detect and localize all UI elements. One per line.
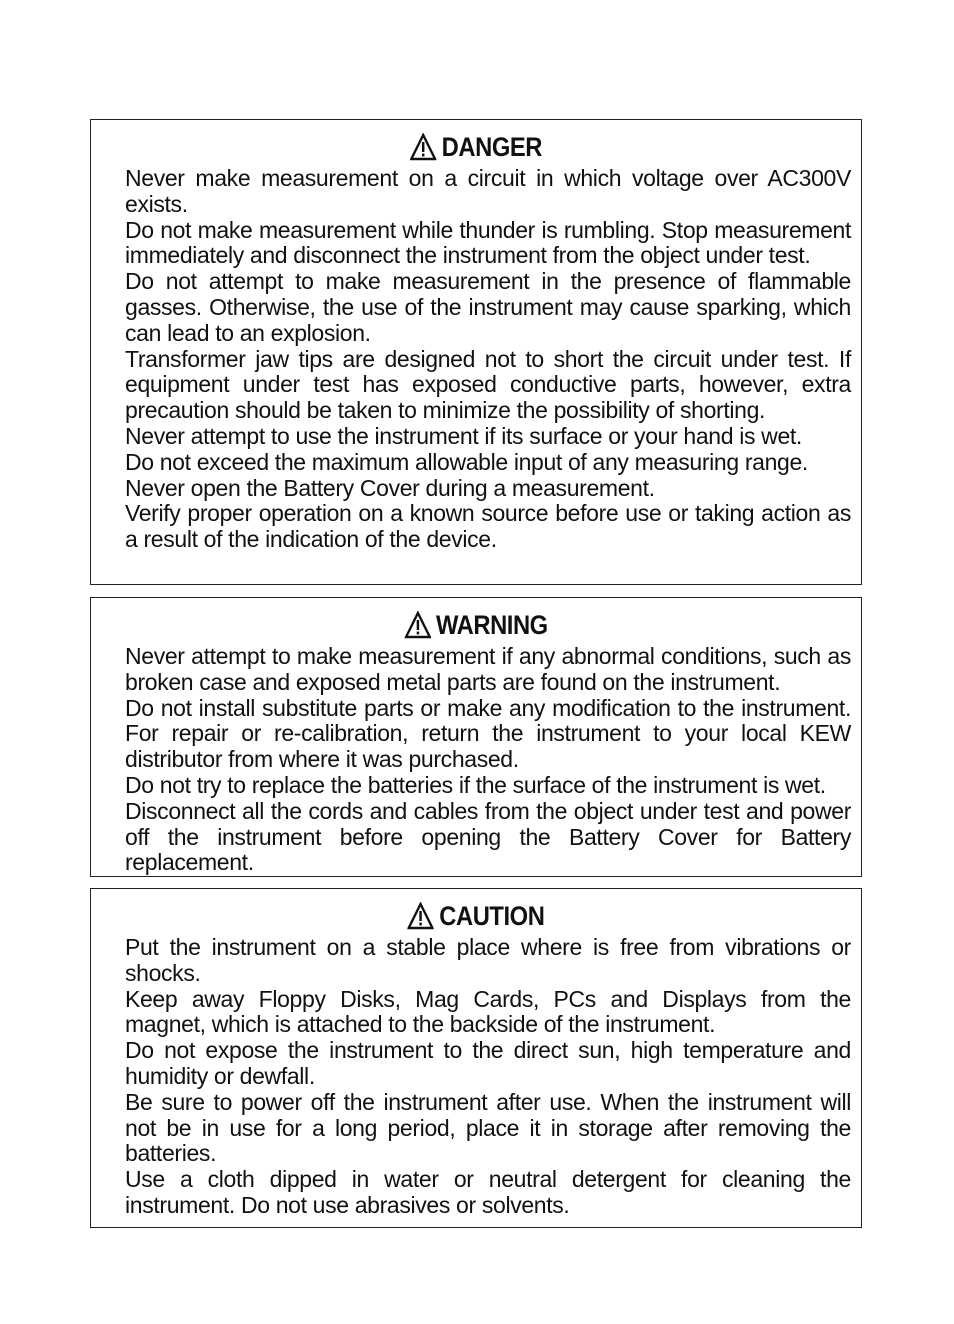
warning-item: Never attempt to make measurement if any abnormal conditions, such as broken case and exposed metal parts are found on the instrument. [125,643,851,695]
danger-item: Never make measurement on a circuit in which voltage over AC300V exists. [125,165,851,217]
caution-item: Keep away Floppy Disks, Mag Cards, PCs and Displays from the magnet, which is attached to the backside of the instrument. [125,985,851,1038]
caution-list [125,935,851,1219]
warning-triangle-icon [410,133,436,161]
warning-item: Do not try to replace the batteries if the surface of the instrument is wet. [125,771,826,798]
danger-list [125,166,851,553]
danger-item: Never open the Battery Cover during a measurement. [125,474,655,501]
warning-triangle-icon [408,902,434,930]
caution-item: Do not expose the instrument to the direct sun, high temperature and humidity or dewfall. [125,1037,851,1089]
warning-item: Disconnect all the cords and cables from the object under test and power off the instrument before opening the Battery Cover for Battery replacement. [125,797,851,876]
danger-item: Verify proper operation on a known source before use or taking action as a result of the indication of the device. [125,500,851,553]
danger-item: Transformer jaw tips are designed not to short the circuit under test. If equipment under test has exposed conductive parts, however, extra precaution should be taken to minimize the possibility of shorting. [125,345,851,424]
caution-item: Be sure to power off the instrument after use. When the instrument will not be in use for a long period, place it in storage after removing the batteries. [125,1088,851,1167]
danger-item: Do not exceed the maximum allowable input of any measuring range. [125,448,808,475]
danger-box [90,119,862,585]
danger-item: Do not make measurement while thunder is rumbling. Stop measurement immediately and disconnect the instrument from the object under test. [125,216,851,269]
caution-box [90,888,862,1228]
warning-box [90,597,862,877]
warning-item: Do not install substitute parts or make any modification to the instrument. For repair or re-calibration, return the instrument to your local KEW distributor from where it was purchased. [125,694,851,773]
warning-triangle-icon [404,611,430,639]
caution-heading [137,901,815,931]
caution-item: Use a cloth dipped in water or neutral detergent for cleaning the instrument. Do not use abrasives or solvents. [125,1166,851,1218]
danger-item: Never attempt to use the instrument if its surface or your hand is wet. [125,422,802,449]
warning-title: WARNING [435,609,548,640]
danger-heading [137,132,815,162]
caution-item: Put the instrument on a stable place where is free from vibrations or shocks. [125,934,851,986]
caution-title: CAUTION [439,900,545,931]
warning-list [125,644,851,876]
warning-heading [137,610,815,640]
danger-title: DANGER [441,131,542,162]
danger-item: Do not attempt to make measurement in the presence of flammable gasses. Otherwise, the use of the instrument may cause sparking, which can lead to an explosion. [125,268,851,346]
